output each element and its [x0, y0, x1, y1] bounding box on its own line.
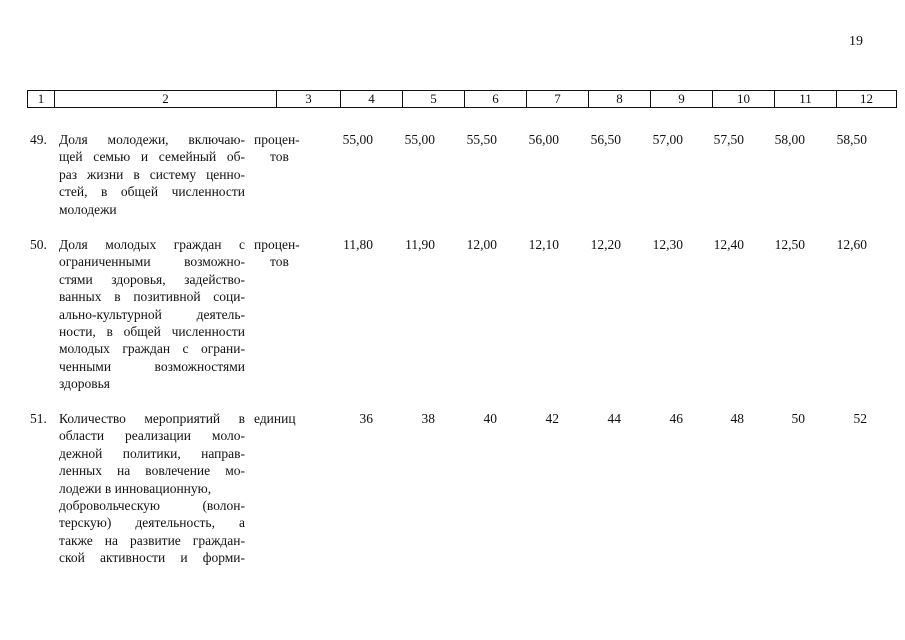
unit-line: тов [270, 254, 289, 270]
row-description [59, 410, 245, 567]
description-line: Количество мероприятий в [59, 411, 245, 426]
value-cell: 56,50 [590, 132, 621, 147]
description-line: области реализации моло- [59, 428, 245, 444]
value-cell: 52 [853, 411, 867, 426]
header-cell: 2 [54, 91, 276, 107]
description-line: лодежи в инновационную, [59, 480, 212, 496]
value-cell: 55,00 [342, 132, 373, 147]
value-cell: 11,90 [405, 237, 435, 252]
description-line: ванных в позитивной соци- [59, 289, 245, 305]
value-cell: 46 [669, 411, 683, 426]
description-line: ской активности и форми- [59, 550, 245, 566]
description-line: ленных на вовлечение мо- [59, 463, 245, 479]
description-line: ограниченными возможно- [59, 254, 245, 270]
header-cell: 3 [276, 91, 340, 107]
value-cell: 58,50 [836, 132, 867, 147]
row-unit [254, 410, 310, 427]
description-line: терскую) деятельность, а [59, 515, 245, 531]
header-cell: 11 [774, 91, 836, 107]
description-line: стей, в общей численности [59, 184, 245, 200]
row-unit [254, 131, 310, 166]
row-number: 49. [30, 132, 47, 147]
row-number: 51. [30, 411, 47, 426]
value-cell: 55,50 [466, 132, 497, 147]
value-cell: 57,00 [652, 132, 683, 147]
value-cell: 12,20 [590, 237, 621, 252]
description-line: молодых граждан с ограни- [59, 341, 245, 357]
description-line: Доля молодежи, включаю- [59, 132, 245, 147]
value-cell: 11,80 [343, 237, 373, 252]
header-cell: 5 [402, 91, 464, 107]
description-line: щей семью и семейный об- [59, 149, 245, 165]
description-line: здоровья [59, 376, 110, 392]
value-cell: 58,00 [774, 132, 805, 147]
description-line: ности, в общей численности [59, 324, 245, 340]
description-line: молодежи [59, 201, 117, 217]
description-line: Доля молодых граждан с [59, 237, 245, 252]
value-cell: 12,60 [836, 237, 867, 252]
row-description [59, 131, 245, 218]
unit-line: процен- [254, 132, 300, 147]
header-cell: 1 [37, 91, 45, 106]
description-line: ченными возможностями [59, 358, 245, 374]
header-cell: 10 [712, 91, 774, 107]
row-unit [254, 236, 310, 271]
page-number: 19 [849, 34, 863, 49]
header-cell: 7 [526, 91, 588, 107]
row-description [59, 236, 245, 393]
description-line: ально-культурной деятель- [59, 306, 245, 322]
value-cell: 56,00 [528, 132, 559, 147]
value-cell: 42 [545, 411, 559, 426]
table-header-row [27, 90, 897, 108]
header-cell: 9 [650, 91, 712, 107]
header-cell: 8 [588, 91, 650, 107]
description-line: дежной политики, направ- [59, 445, 245, 461]
description-line: также на развитие граждан- [59, 532, 245, 548]
value-cell: 57,50 [713, 132, 744, 147]
unit-line: единиц [254, 411, 296, 426]
value-cell: 12,00 [466, 237, 497, 252]
unit-line: тов [270, 149, 289, 165]
value-cell: 36 [359, 411, 373, 426]
row-number: 50. [30, 237, 47, 252]
value-cell: 12,40 [713, 237, 744, 252]
description-line: стями здоровья, задейство- [59, 271, 245, 287]
value-cell: 12,50 [774, 237, 805, 252]
value-cell: 12,30 [652, 237, 683, 252]
value-cell: 48 [730, 411, 744, 426]
header-cell: 4 [340, 91, 402, 107]
value-cell: 38 [421, 411, 435, 426]
description-line: раз жизни в систему ценно- [59, 166, 245, 182]
value-cell: 55,00 [404, 132, 435, 147]
description-line: добровольческую (волон- [59, 498, 245, 514]
value-cell: 44 [607, 411, 621, 426]
header-cell: 12 [836, 91, 896, 107]
unit-line: процен- [254, 237, 300, 252]
value-cell: 12,10 [528, 237, 559, 252]
value-cell: 50 [791, 411, 805, 426]
header-cell: 6 [464, 91, 526, 107]
value-cell: 40 [483, 411, 497, 426]
